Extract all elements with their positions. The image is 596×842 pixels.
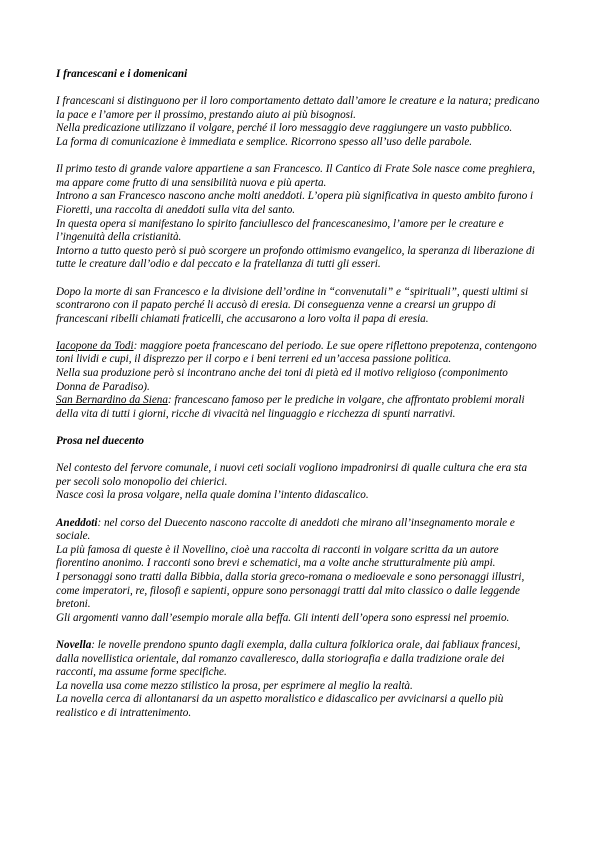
text-line: Nella predicazione utilizzano il volgare, perché il loro messaggio deve raggiungere un vasto pubblico. [56, 122, 513, 135]
novella-entry [56, 639, 540, 680]
text-line: Intorno a tutto questo però si può scorgere un profondo ottimismo evangelico, la speranza di liberazione di tutte le creature dall’odio e dal peccato e la fratellanza di tutti gli esseri. [56, 244, 535, 271]
jacopone-name: Iacopone da Todi [56, 339, 134, 352]
paragraph-novella [56, 639, 540, 721]
novella-text: : le novelle prendono spunto dagli exempla, dalla cultura folklorica orale, dai fabliaux francesi, dalla novellistica orientale, dal romanzo cavalleresco, dalla storiografia e dalla tradizione orale dei racconti, ma assume forme specifiche. [56, 638, 521, 679]
text-line: Il primo testo di grande valore appartiene a san Francesco. Il Cantico di Frate Sole nasce come preghiera, ma appare come frutto di una sensibilità nuova e più aperta. [56, 163, 536, 189]
paragraph-san-francesco [56, 163, 540, 272]
aneddoti-entry [56, 517, 540, 544]
text-line: La più famosa di queste è il Novellino, cioè una raccolta di racconti in volgare scritta da un autore fiorentino anonimo. I racconti sono brevi e schematici, ma a volte anche strutturalmente più ampi. [56, 543, 499, 570]
text-line: Gli argomenti vanno dall’esempio morale alla beffa. Gli intenti dell’opera sono espressi nel proemio. [56, 611, 510, 624]
section-title-francescani: I francescani e i domenicani [56, 68, 188, 80]
text-line: Nasce così la prosa volgare, nella quale domina l’intento didascalico. [56, 489, 369, 502]
bernardino-entry [56, 394, 540, 421]
paragraph-francescani-intro [56, 95, 540, 149]
text-line: Introno a san Francesco nascono anche molti aneddoti. L’opera più significativa in questo ambito furono i Fioretti, una raccolta di aneddoti sulla vita del santo. [56, 190, 534, 216]
document-page [56, 68, 540, 734]
novella-label: Novella [56, 638, 92, 651]
bernardino-text: : francescano famoso per le prediche in volgare, che affrontato problemi morali della vita di tutti i giorni, ricche di vivacità nel linguaggio e ricchezza di spunti narrativi. [56, 394, 525, 420]
jacopone-text: : maggiore poeta francescano del periodo. Le sue opere riflettono prepotenza, contengono toni lividi e cupi, il disprezzo per il corpo e i beni terreni ed un’accesa passione politica. [56, 339, 537, 366]
jacopone-more: Nella sua produzione però si incontrano anche dei toni di pietà ed il motivo religioso (componimento Donna de Paradiso). [56, 367, 508, 393]
text-line: Nel contesto del fervore comunale, i nuovi ceti sociali vogliono impadronirsi di qualle cultura che era sta per secoli solo monopolio dei chierici. [56, 462, 528, 488]
text-line: I personaggi sono tratti dalla Bibbia, dalla storia greco-romana o medioevale e sono personaggi illustri, come imperatori, re, filosofi e sapienti, oppure sono personaggi tratti dal mito classico o dalle leggende bretoni. [56, 570, 525, 611]
aneddoti-label: Aneddoti [56, 516, 98, 529]
text-line: La novella usa come mezzo stilistico la prosa, per esprimere al meglio la realtà. [56, 679, 413, 692]
paragraph-prosa-intro [56, 462, 540, 503]
aneddoti-text: : nel corso del Duecento nascono raccolte di aneddoti che mirano all’insegnamento morale e sociale. [56, 516, 515, 543]
text-line: I francescani si distinguono per il loro comportamento dettato dall’amore le creature e la natura; predicano la pace e l’amore per il prossimo, prestando aiuto ai più bisognosi. [56, 95, 540, 121]
paragraph-aneddoti [56, 517, 540, 626]
section-title-prosa: Prosa nel duecento [56, 435, 144, 448]
text-line: La novella cerca di allontanarsi da un aspetto moralistico e didascalico per avvicinarsi a quello più realistico e di intrattenimento. [56, 693, 504, 719]
text-line: In questa opera si manifestano lo spirito fanciullesco del francescanesimo, l’amore per le creature e l’ingenuità della cristianità. [56, 217, 504, 244]
text-line: La forma di comunicazione è immediata e semplice. Ricorrono spesso all’uso delle parabole. [56, 135, 473, 148]
jacopone-entry [56, 340, 540, 367]
paragraph-fraticelli: Dopo la morte di san Francesco e la divisione dell’ordine in “convenutali” e “spirituali”, questi ultimi si scontrarono con il papato perché li accusò di eresia. Di conseguenza venne a crearsi un gruppo di francescani ribelli chiamati fraticelli, che accusarono a loro volta il papa di eresia. [56, 285, 529, 325]
paragraph-poets [56, 340, 540, 422]
bernardino-name: San Bernardino da Siena [56, 394, 168, 407]
